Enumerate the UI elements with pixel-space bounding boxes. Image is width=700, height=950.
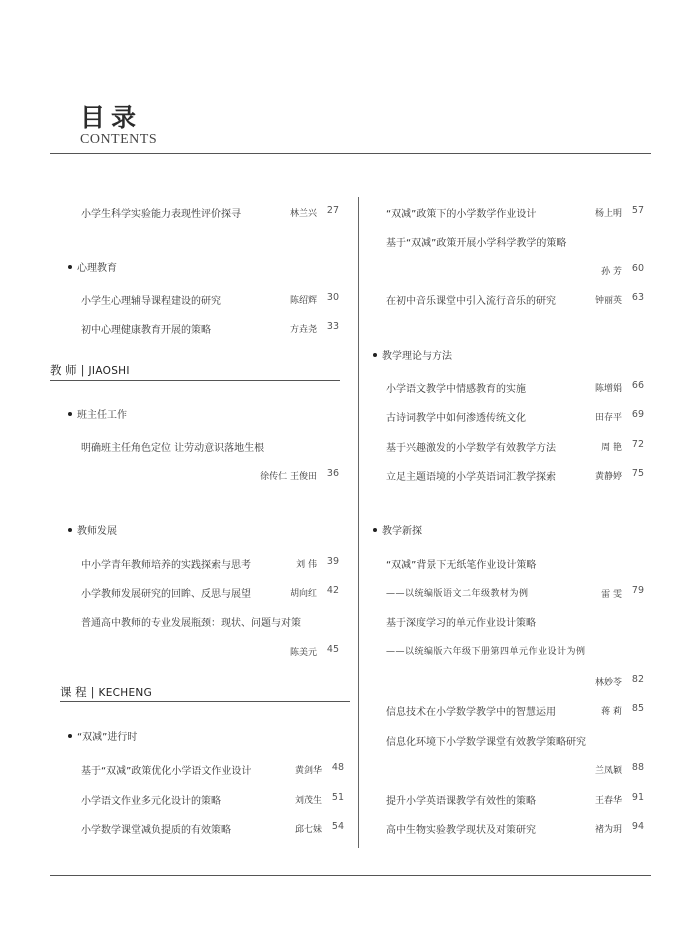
toc-entry-title[interactable]: 小学语文教学中情感教育的实施 bbox=[386, 384, 526, 395]
toc-entry-author: 刘茂生 bbox=[294, 796, 322, 806]
toc-entry-page: 30 bbox=[326, 292, 339, 303]
toc-entry-page: 36 bbox=[326, 468, 339, 479]
bullet-icon bbox=[68, 412, 72, 416]
toc-entry-page: 51 bbox=[331, 792, 344, 803]
toc-entry-title[interactable]: 信息化环境下小学数学课堂有效教学策略研究 bbox=[386, 737, 586, 748]
toc-entry-page: 79 bbox=[631, 585, 644, 596]
toc-entry-title[interactable]: “双减”背景下无纸笔作业设计策略 bbox=[386, 560, 537, 571]
toc-entry-page: 69 bbox=[631, 409, 644, 420]
toc-entry-title[interactable]: 初中心理健康教育开展的策略 bbox=[81, 325, 211, 336]
toc-entry-page: 27 bbox=[326, 205, 339, 216]
section-heading-kecheng: 课 程 | KECHENG bbox=[60, 685, 153, 699]
category-heading: 班主任工作 bbox=[68, 406, 127, 421]
toc-entry-page: 48 bbox=[331, 762, 344, 773]
toc-entry-page: 57 bbox=[631, 205, 644, 216]
toc-entry-page: 94 bbox=[631, 821, 644, 832]
toc-entry-author: 钟丽英 bbox=[594, 296, 622, 306]
toc-entry-author: 陈美元 bbox=[289, 648, 317, 658]
toc-entry-page: 91 bbox=[631, 792, 644, 803]
toc-entry-subtitle: ——以统编版语文二年级教材为例 bbox=[386, 589, 529, 599]
toc-entry-author: 褚为玥 bbox=[594, 825, 622, 835]
toc-entry-author: 黄静婷 bbox=[594, 472, 622, 482]
category-heading: 教师发展 bbox=[68, 522, 117, 537]
toc-entry-page: 60 bbox=[631, 263, 644, 274]
page-title: 目录 bbox=[80, 103, 143, 132]
header-divider bbox=[50, 153, 651, 154]
toc-entry-subtitle: ——以统编版六年级下册第四单元作业设计为例 bbox=[386, 647, 586, 657]
toc-entry-author: 王春华 bbox=[594, 796, 622, 806]
toc-entry-author: 邱七妹 bbox=[294, 825, 322, 835]
section-heading-jiaoshi: 教 师 | JIAOSHI bbox=[50, 363, 130, 377]
toc-entry-author: 雷 雯 bbox=[601, 590, 622, 600]
toc-entry-title[interactable]: 基于“双减”政策开展小学科学教学的策略 bbox=[386, 238, 567, 249]
toc-entry-title[interactable]: 小学教师发展研究的回眸、反思与展望 bbox=[81, 589, 251, 600]
toc-entry-author: 杨上明 bbox=[594, 209, 622, 219]
toc-entry-page: 33 bbox=[326, 321, 339, 332]
column-divider bbox=[358, 197, 359, 848]
toc-entry-author: 田存平 bbox=[594, 413, 622, 423]
toc-entry-title[interactable]: 信息技术在小学数学教学中的智慧运用 bbox=[386, 707, 556, 718]
section-divider bbox=[60, 701, 350, 702]
category-heading: 教学新探 bbox=[373, 522, 422, 537]
toc-entry-title[interactable]: 小学数学课堂减负提质的有效策略 bbox=[81, 825, 231, 836]
toc-entry-page: 63 bbox=[631, 292, 644, 303]
toc-entry-author: 周 艳 bbox=[601, 443, 622, 453]
category-heading: 教学理论与方法 bbox=[373, 347, 452, 362]
toc-entry-author: 林妙苓 bbox=[594, 678, 622, 688]
bullet-icon bbox=[68, 265, 72, 269]
toc-entry-title[interactable]: 基于深度学习的单元作业设计策略 bbox=[386, 618, 536, 629]
toc-entry-page: 45 bbox=[326, 644, 339, 655]
bullet-icon bbox=[68, 528, 72, 532]
toc-entry-title[interactable]: 基于兴趣激发的小学数学有效教学方法 bbox=[386, 443, 556, 454]
category-heading: “双减”进行时 bbox=[68, 728, 137, 743]
toc-entry-title[interactable]: 明确班主任角色定位 让劳动意识落地生根 bbox=[81, 443, 265, 454]
toc-entry-title[interactable]: 基于“双减”政策优化小学语文作业设计 bbox=[81, 766, 252, 777]
toc-entry-page: 54 bbox=[331, 821, 344, 832]
toc-entry-page: 66 bbox=[631, 380, 644, 391]
toc-entry-title[interactable]: 在初中音乐课堂中引入流行音乐的研究 bbox=[386, 296, 556, 307]
toc-entry-title[interactable]: 普通高中教师的专业发展瓶颈：现状、问题与对策 bbox=[81, 618, 301, 629]
toc-entry-title[interactable]: 提升小学英语课教学有效性的策略 bbox=[386, 796, 536, 807]
bullet-icon bbox=[68, 734, 72, 738]
toc-entry-author: 兰凤颖 bbox=[594, 766, 622, 776]
section-divider bbox=[50, 380, 340, 381]
toc-entry-author: 陈绍辉 bbox=[289, 296, 317, 306]
toc-entry-page: 39 bbox=[326, 556, 339, 567]
toc-entry-title[interactable]: 中小学青年教师培养的实践探索与思考 bbox=[81, 560, 251, 571]
toc-entry-page: 88 bbox=[631, 762, 644, 773]
toc-entry-title[interactable]: 高中生物实验教学现状及对策研究 bbox=[386, 825, 536, 836]
toc-entry-author: 陈增娟 bbox=[594, 384, 622, 394]
toc-entry-title[interactable]: 小学生科学实验能力表现性评价探寻 bbox=[81, 209, 241, 220]
footer-divider bbox=[50, 875, 651, 876]
toc-entry-title[interactable]: “双减”政策下的小学数学作业设计 bbox=[386, 209, 537, 220]
category-heading: 心理教育 bbox=[68, 259, 117, 274]
toc-entry-page: 72 bbox=[631, 439, 644, 450]
toc-entry-title[interactable]: 小学生心理辅导课程建设的研究 bbox=[81, 296, 221, 307]
toc-entry-author: 林兰兴 bbox=[289, 209, 317, 219]
toc-entry-author: 孙 芳 bbox=[601, 267, 622, 277]
toc-entry-title[interactable]: 小学语文作业多元化设计的策略 bbox=[81, 796, 221, 807]
bullet-icon bbox=[373, 528, 377, 532]
page-subtitle: CONTENTS bbox=[80, 132, 158, 147]
toc-entry-page: 85 bbox=[631, 703, 644, 714]
toc-entry-author: 方垚尧 bbox=[289, 325, 317, 335]
toc-entry-author: 徐传仁 王俊田 bbox=[260, 472, 317, 482]
toc-entry-author: 刘 伟 bbox=[296, 560, 317, 570]
bullet-icon bbox=[373, 353, 377, 357]
toc-entry-page: 82 bbox=[631, 674, 644, 685]
toc-entry-title[interactable]: 古诗词教学中如何渗透传统文化 bbox=[386, 413, 526, 424]
toc-entry-author: 蒋 莉 bbox=[601, 707, 622, 717]
toc-entry-title[interactable]: 立足主题语境的小学英语词汇教学探索 bbox=[386, 472, 556, 483]
toc-entry-author: 黄剑华 bbox=[294, 766, 322, 776]
toc-entry-author: 胡向红 bbox=[289, 589, 317, 599]
toc-entry-page: 42 bbox=[326, 585, 339, 596]
toc-entry-page: 75 bbox=[631, 468, 644, 479]
